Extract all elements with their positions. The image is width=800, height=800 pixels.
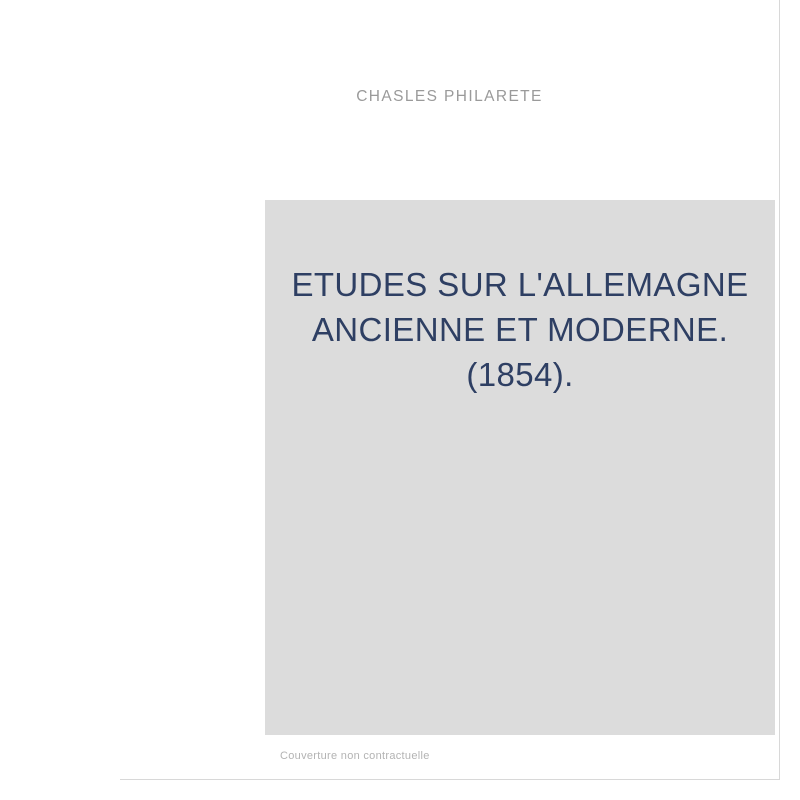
author-name: CHASLES PHILARETE [356,88,543,105]
title-panel [265,200,775,735]
book-cover-sheet [120,0,780,780]
cover-disclaimer: Couverture non contractuelle [280,750,430,762]
book-title: ETUDES SUR L'ALLEMAGNE ANCIENNE ET MODERNE. (1854). [291,266,749,393]
